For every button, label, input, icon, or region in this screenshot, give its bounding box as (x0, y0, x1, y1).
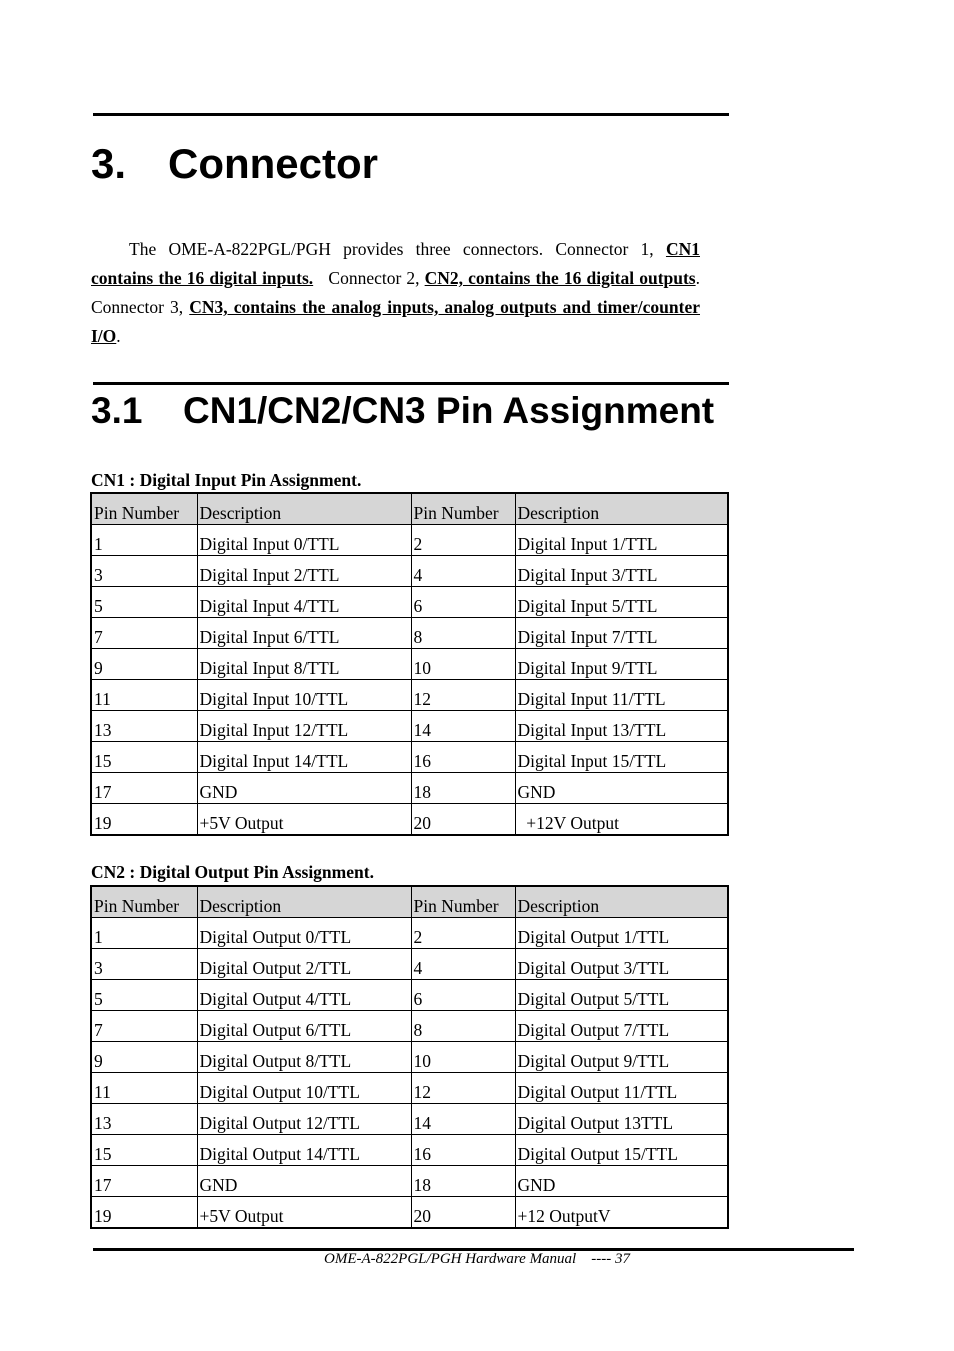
pin-description-cell: +12 OutputV (515, 1197, 728, 1229)
intro-text-4: . (116, 326, 121, 346)
pin-description-cell: Digital Input 13/TTL (515, 711, 728, 742)
pin-description-cell: Digital Input 10/TTL (197, 680, 411, 711)
pin-description-cell: Digital Input 14/TTL (197, 742, 411, 773)
pin-number-cell: 1 (91, 918, 197, 949)
pin-number-cell: 6 (411, 980, 515, 1011)
column-header: Pin Number (411, 493, 515, 525)
intro-text-2: Connector 2, (313, 268, 425, 288)
pin-description-cell: Digital Input 6/TTL (197, 618, 411, 649)
table-header-row (91, 886, 728, 918)
pin-number-cell: 12 (411, 680, 515, 711)
pin-number-cell: 5 (91, 980, 197, 1011)
pin-description-cell: +5V Output (197, 804, 411, 836)
pin-description-cell: Digital Output 10/TTL (197, 1073, 411, 1104)
column-header: Description (197, 493, 411, 525)
pin-description-cell: Digital Output 15/TTL (515, 1135, 728, 1166)
pin-description-cell: Digital Output 5/TTL (515, 980, 728, 1011)
pin-number-cell: 19 (91, 1197, 197, 1229)
table-row (91, 804, 728, 836)
pin-number-cell: 12 (411, 1073, 515, 1104)
pin-number-cell: 17 (91, 773, 197, 804)
pin-description-cell: GND (515, 773, 728, 804)
table-row (91, 1042, 728, 1073)
table-row (91, 587, 728, 618)
column-header: Description (197, 886, 411, 918)
pin-description-cell: Digital Input 1/TTL (515, 525, 728, 556)
pin-number-cell: 6 (411, 587, 515, 618)
column-header: Pin Number (91, 886, 197, 918)
table-row (91, 711, 728, 742)
pin-description-cell: Digital Output 8/TTL (197, 1042, 411, 1073)
page-footer (0, 1251, 954, 1268)
chapter-top-rule (93, 113, 729, 116)
pin-number-cell: 8 (411, 1011, 515, 1042)
pin-description-cell: +5V Output (197, 1197, 411, 1229)
pin-number-cell: 3 (91, 949, 197, 980)
pin-number-cell: 2 (411, 918, 515, 949)
pin-description-cell: Digital Input 8/TTL (197, 649, 411, 680)
pin-number-cell: 16 (411, 1135, 515, 1166)
table-header-row (91, 493, 728, 525)
pin-number-cell: 17 (91, 1166, 197, 1197)
pin-number-cell: 15 (91, 742, 197, 773)
pin-number-cell: 14 (411, 1104, 515, 1135)
pin-description-cell: Digital Input 12/TTL (197, 711, 411, 742)
table-row (91, 649, 728, 680)
pin-description-cell: Digital Output 13TTL (515, 1104, 728, 1135)
table-row (91, 773, 728, 804)
pin-description-cell: Digital Output 3/TTL (515, 949, 728, 980)
cn2-caption: CN2 : Digital Output Pin Assignment. (91, 862, 374, 882)
pin-description-cell: Digital Input 15/TTL (515, 742, 728, 773)
pin-description-cell: Digital Output 12/TTL (197, 1104, 411, 1135)
pin-description-cell: Digital Output 14/TTL (197, 1135, 411, 1166)
pin-number-cell: 20 (411, 1197, 515, 1229)
pin-description-cell: Digital Output 4/TTL (197, 980, 411, 1011)
pin-number-cell: 15 (91, 1135, 197, 1166)
pin-description-cell: Digital Output 6/TTL (197, 1011, 411, 1042)
pin-number-cell: 11 (91, 680, 197, 711)
pin-description-cell: Digital Input 7/TTL (515, 618, 728, 649)
cn1-pin-table (90, 492, 729, 836)
pin-description-cell: Digital Input 9/TTL (515, 649, 728, 680)
table-row (91, 1011, 728, 1042)
pin-number-cell: 16 (411, 742, 515, 773)
pin-number-cell: 4 (411, 949, 515, 980)
table-row (91, 1197, 728, 1229)
pin-number-cell: 20 (411, 804, 515, 836)
column-header: Pin Number (411, 886, 515, 918)
section-top-rule (93, 382, 729, 385)
section-number: 3.1 (91, 390, 143, 431)
cn1-caption: CN1 : Digital Input Pin Assignment. (91, 470, 362, 490)
column-header: Pin Number (91, 493, 197, 525)
intro-text-1: The OME-A-822PGL/PGH provides three connectors. Connector 1, (129, 239, 666, 259)
pin-number-cell: 13 (91, 1104, 197, 1135)
chapter-number: 3. (91, 140, 127, 187)
pin-description-cell: GND (515, 1166, 728, 1197)
pin-number-cell: 18 (411, 1166, 515, 1197)
column-header: Description (515, 493, 728, 525)
chapter-title: Connector (168, 140, 378, 187)
table-row (91, 742, 728, 773)
pin-number-cell: 8 (411, 618, 515, 649)
footer-text: OME-A-822PGL/PGH Hardware Manual ---- 37 (324, 1251, 630, 1267)
pin-number-cell: 13 (91, 711, 197, 742)
cn2-pin-table (90, 885, 729, 1229)
pin-number-cell: 10 (411, 649, 515, 680)
pin-description-cell: Digital Output 11/TTL (515, 1073, 728, 1104)
table-row (91, 980, 728, 1011)
pin-number-cell: 10 (411, 1042, 515, 1073)
table-row (91, 1135, 728, 1166)
table-row (91, 1073, 728, 1104)
intro-cn3-emphasis: CN3, contains the analog inputs, analog outputs and timer/counter I/O (91, 297, 700, 346)
pin-number-cell: 11 (91, 1073, 197, 1104)
table-row (91, 525, 728, 556)
pin-number-cell: 7 (91, 1011, 197, 1042)
pin-number-cell: 2 (411, 525, 515, 556)
pin-description-cell: Digital Output 1/TTL (515, 918, 728, 949)
table-row (91, 918, 728, 949)
intro-text-3: . Connector 3, (91, 268, 700, 317)
pin-number-cell: 9 (91, 1042, 197, 1073)
intro-cn1-emphasis: CN1 contains the 16 digital inputs. (91, 239, 700, 288)
pin-number-cell: 7 (91, 618, 197, 649)
pin-number-cell: 4 (411, 556, 515, 587)
column-header: Description (515, 886, 728, 918)
pin-number-cell: 14 (411, 711, 515, 742)
pin-description-cell: Digital Input 5/TTL (515, 587, 728, 618)
pin-number-cell: 18 (411, 773, 515, 804)
chapter-heading (91, 140, 378, 188)
table-row (91, 1104, 728, 1135)
pin-description-cell: +12V Output (515, 804, 728, 836)
pin-description-cell: GND (197, 1166, 411, 1197)
table-row (91, 618, 728, 649)
pin-number-cell: 19 (91, 804, 197, 836)
pin-description-cell: Digital Input 3/TTL (515, 556, 728, 587)
pin-description-cell: GND (197, 773, 411, 804)
pin-description-cell: Digital Output 2/TTL (197, 949, 411, 980)
pin-description-cell: Digital Output 0/TTL (197, 918, 411, 949)
pin-number-cell: 5 (91, 587, 197, 618)
pin-number-cell: 1 (91, 525, 197, 556)
section-title: CN1/CN2/CN3 Pin Assignment (183, 390, 715, 431)
pin-number-cell: 3 (91, 556, 197, 587)
pin-description-cell: Digital Input 0/TTL (197, 525, 411, 556)
pin-description-cell: Digital Input 11/TTL (515, 680, 728, 711)
table-row (91, 680, 728, 711)
table-row (91, 949, 728, 980)
table-row (91, 1166, 728, 1197)
pin-description-cell: Digital Input 2/TTL (197, 556, 411, 587)
intro-cn2-emphasis: CN2, contains the 16 digital outputs (424, 268, 696, 288)
section-heading (91, 388, 714, 434)
intro-paragraph (91, 235, 700, 351)
pin-number-cell: 9 (91, 649, 197, 680)
pin-description-cell: Digital Input 4/TTL (197, 587, 411, 618)
table-row (91, 556, 728, 587)
pin-description-cell: Digital Output 7/TTL (515, 1011, 728, 1042)
pin-description-cell: Digital Output 9/TTL (515, 1042, 728, 1073)
